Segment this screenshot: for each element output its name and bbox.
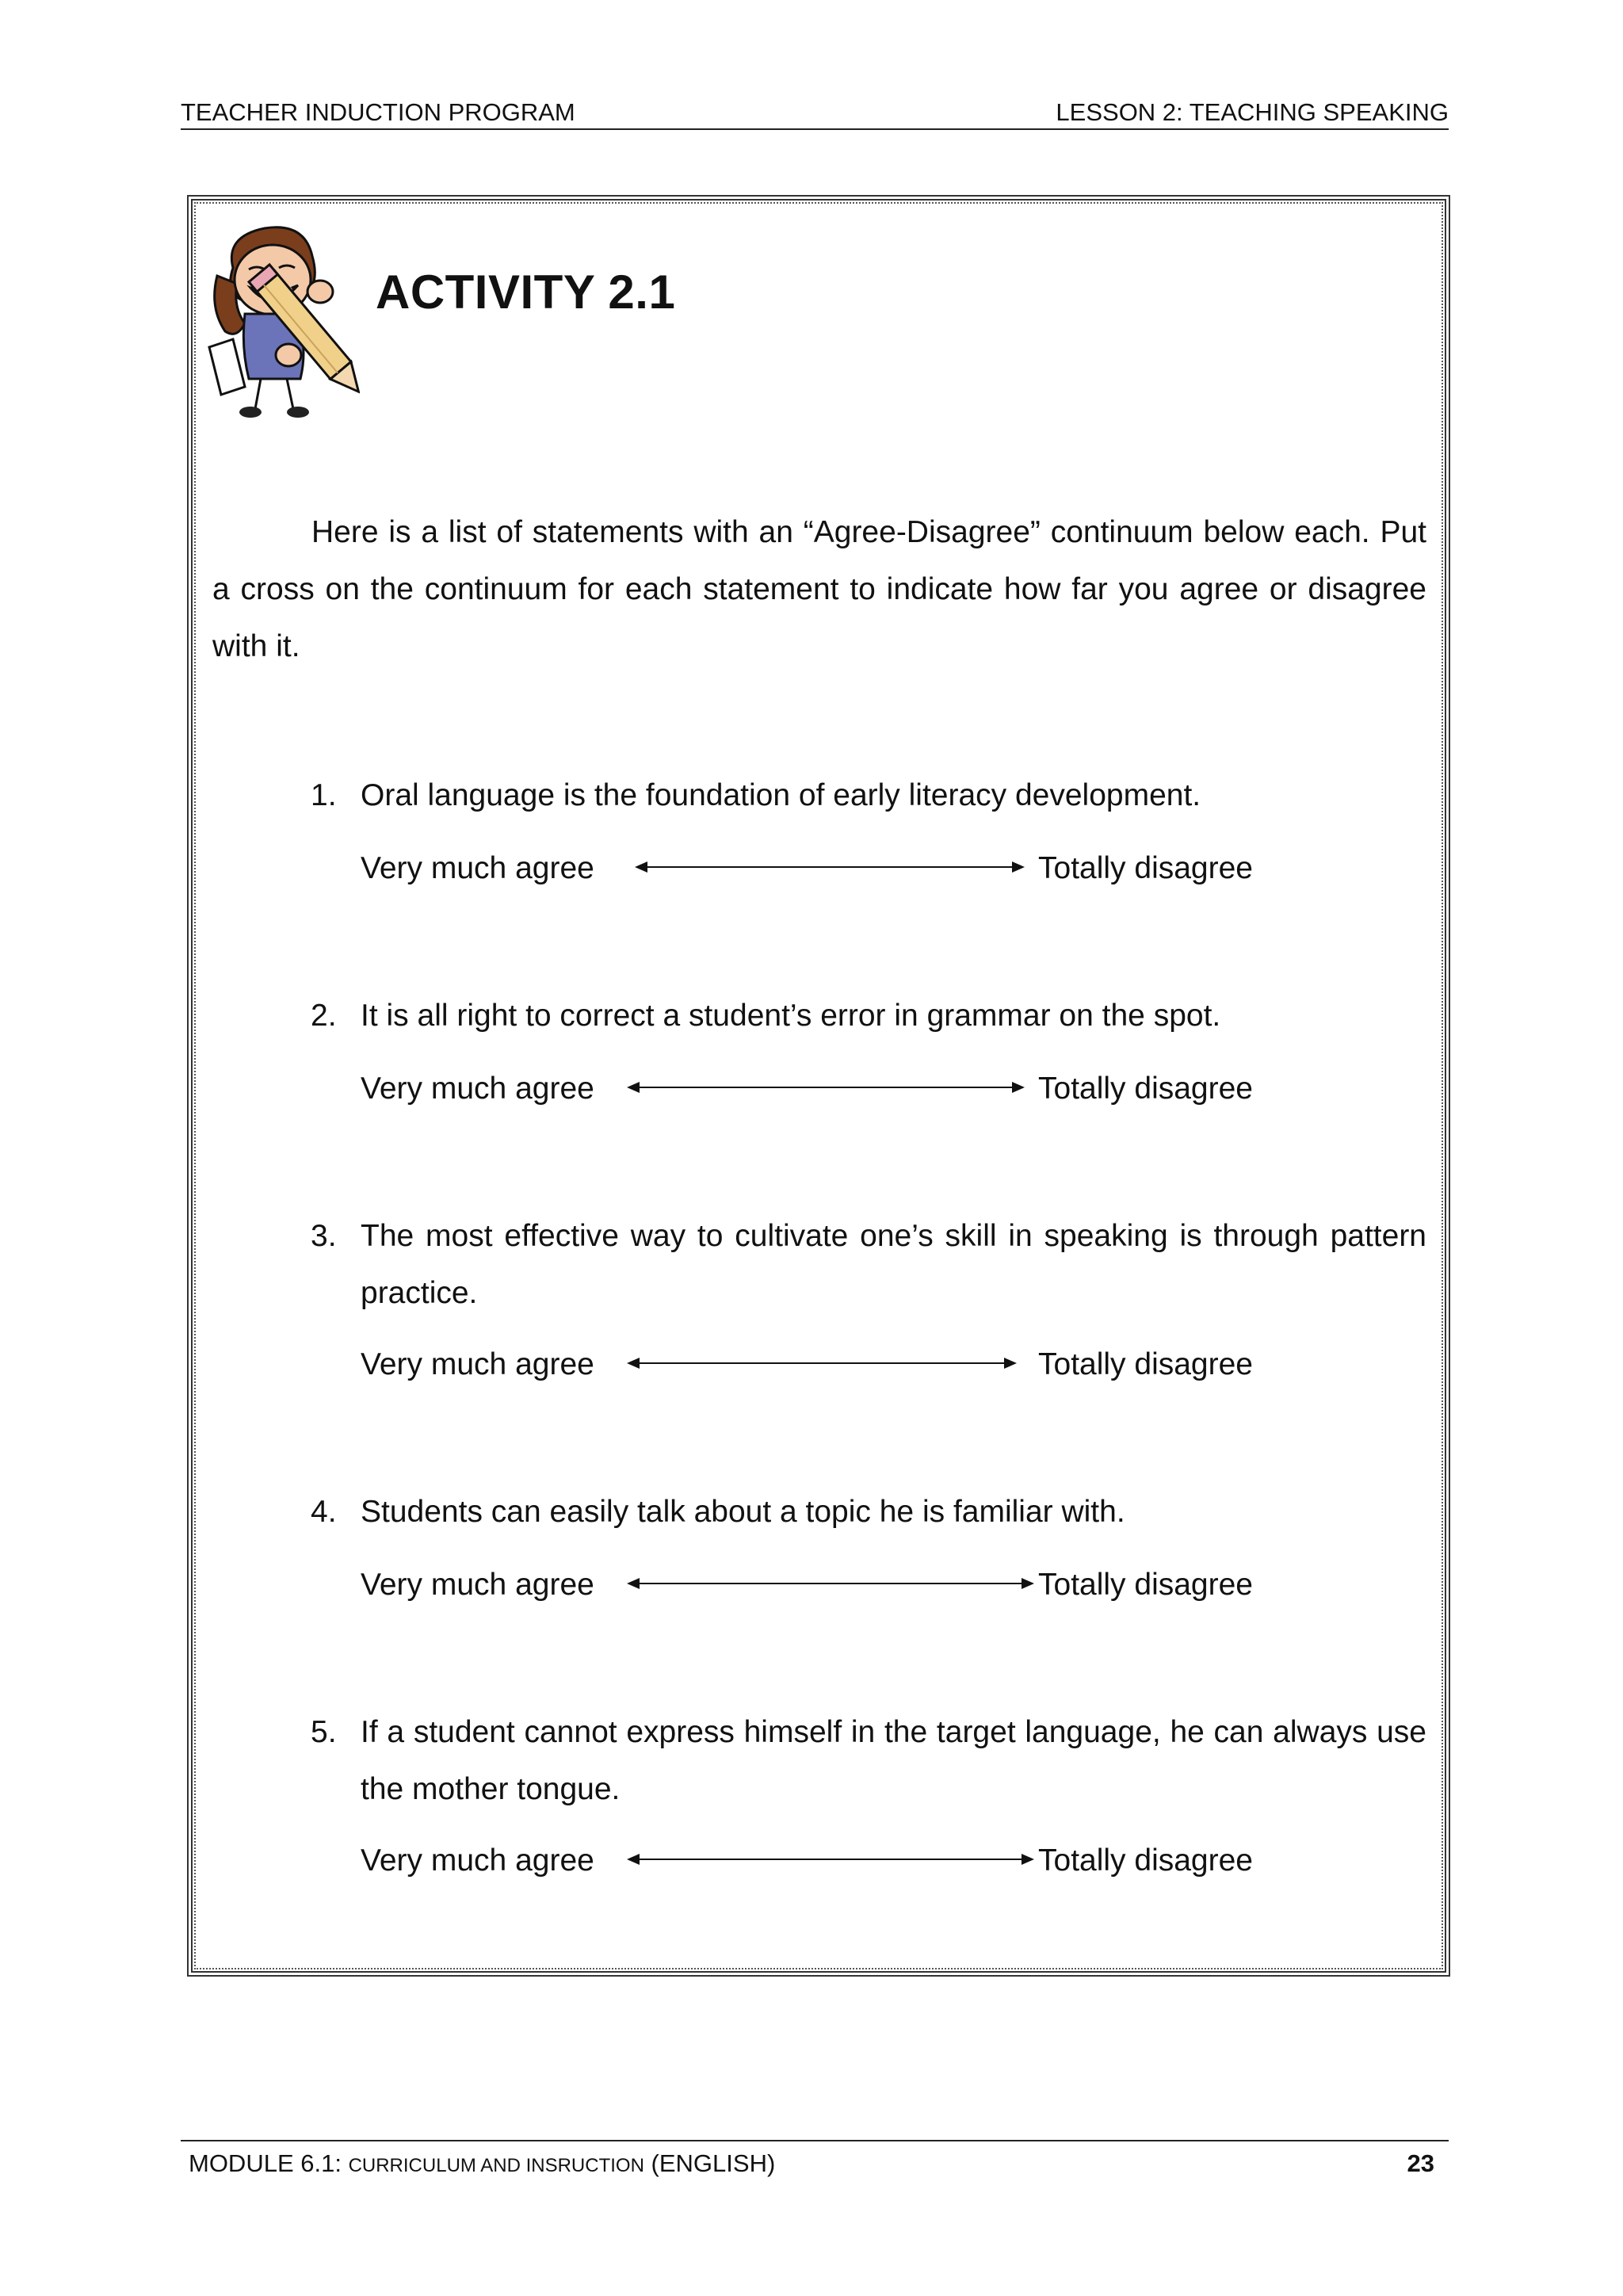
agree-label: Very much agree: [361, 1347, 594, 1381]
agree-disagree-continuum-5[interactable]: [361, 1839, 1391, 1886]
page-footer: [181, 2140, 1449, 2179]
agree-label: Very much agree: [361, 1568, 594, 1602]
disagree-label: Totally disagree: [1038, 851, 1253, 885]
agree-disagree-continuum-4[interactable]: [361, 1563, 1391, 1610]
statement-text: If a student cannot express himself in the target language, he can always use the mother tongue.: [361, 1715, 1426, 1806]
agree-disagree-continuum-2[interactable]: [361, 1067, 1391, 1114]
agree-disagree-continuum-1[interactable]: [361, 846, 1391, 894]
disagree-label: Totally disagree: [1038, 1072, 1253, 1106]
double-arrow-icon[interactable]: [624, 1563, 1037, 1610]
teacher-with-pencil-icon: [201, 220, 360, 422]
agree-label: Very much agree: [361, 1843, 594, 1878]
double-arrow-icon[interactable]: [624, 1067, 1028, 1114]
module-subject: CURRICULUM AND INSRUCTION: [348, 2155, 644, 2176]
module-suffix: (ENGLISH): [643, 2149, 776, 2177]
module-prefix: MODULE 6.1:: [189, 2149, 349, 2177]
agree-label: Very much agree: [361, 1072, 594, 1106]
statement-text: Students can easily talk about a topic he is familiar with.: [361, 1495, 1125, 1529]
statement-text: It is all right to correct a student’s error in grammar on the spot.: [361, 999, 1221, 1033]
double-arrow-icon[interactable]: [624, 1839, 1037, 1886]
lesson-title: LESSON 2: TEACHING SPEAKING: [1056, 98, 1449, 126]
disagree-label: Totally disagree: [1038, 1568, 1253, 1602]
disagree-label: Totally disagree: [1038, 1347, 1253, 1381]
double-arrow-icon[interactable]: [624, 1343, 1020, 1390]
module-title: [189, 2149, 775, 2178]
activity-title: ACTIVITY 2.1: [376, 266, 676, 319]
statement-number: 5.: [311, 1715, 337, 1749]
double-arrow-icon[interactable]: [632, 846, 1028, 894]
statement-number: 2.: [311, 999, 337, 1033]
statement-text: Oral language is the foundation of early literacy development.: [361, 778, 1201, 812]
page-number: 23: [1407, 2149, 1434, 2177]
statement-number: 1.: [311, 778, 337, 812]
statement-number: 4.: [311, 1495, 337, 1529]
page-header: [181, 97, 1449, 130]
statement-number: 3.: [311, 1219, 337, 1253]
activity-instructions: Here is a list of statements with an “Agree-Disagree” continuum below each. Put a cross on the continuum for each statement to indicate how far you agree or disagree with it.: [212, 515, 1426, 663]
program-title: TEACHER INDUCTION PROGRAM: [181, 98, 575, 126]
agree-disagree-continuum-3[interactable]: [361, 1343, 1391, 1390]
statement-text: The most effective way to cultivate one’s skill in speaking is through pattern practice.: [361, 1219, 1426, 1310]
agree-label: Very much agree: [361, 851, 594, 885]
disagree-label: Totally disagree: [1038, 1843, 1253, 1878]
